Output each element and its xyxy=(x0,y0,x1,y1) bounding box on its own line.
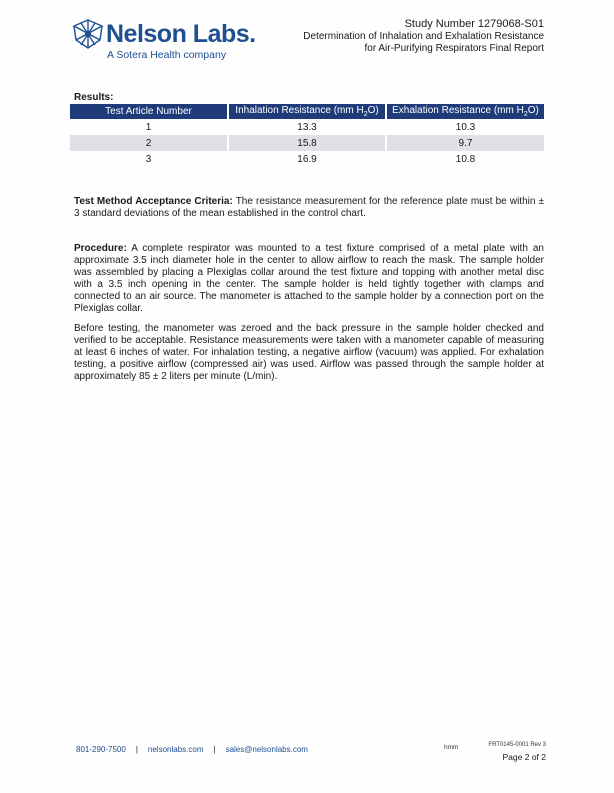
table-row xyxy=(70,119,544,135)
results-heading: Results: xyxy=(74,92,114,103)
header-test-article-number: Test Article Number xyxy=(70,104,228,119)
acceptance-criteria-heading: Test Method Acceptance Criteria: xyxy=(74,196,233,207)
cell-exhalation: 10.3 xyxy=(386,119,544,135)
results-header-row xyxy=(70,104,544,119)
footer-form-number: FRT0145-0001 Rev 3 xyxy=(488,742,546,748)
logo-name: Nelson Labs. xyxy=(106,20,256,48)
report-title-line2: for Air-Purifying Respirators Final Report xyxy=(364,43,544,54)
logo-tagline: A Sotera Health company xyxy=(107,49,227,61)
cell-article: 2 xyxy=(70,135,228,151)
footer-separator: | xyxy=(135,745,138,754)
table-row xyxy=(70,151,544,167)
footer-phone: 801-290-7500 xyxy=(76,745,126,754)
cell-inhalation: 13.3 xyxy=(228,119,386,135)
nelson-labs-logo-icon xyxy=(70,16,106,52)
acceptance-criteria-paragraph xyxy=(74,196,544,220)
acceptance-criteria-text: The resistance measurement for the reference plate must be within ± 3 standard deviations of the mean established in the control chart. xyxy=(74,196,544,219)
cell-inhalation: 16.9 xyxy=(228,151,386,167)
study-number: Study Number 1279068-S01 xyxy=(404,18,544,30)
cell-article: 3 xyxy=(145,153,152,165)
results-table xyxy=(70,104,544,167)
footer-page-number: Page 2 of 2 xyxy=(502,752,546,762)
procedure-paragraph xyxy=(74,243,544,315)
procedure-heading: Procedure: xyxy=(74,243,127,254)
cell-inhalation: 15.8 xyxy=(228,135,386,151)
cell-article: 1 xyxy=(145,121,152,133)
study-header xyxy=(303,18,544,56)
header-exhalation-resistance: Exhalation Resistance (mm $H_2O$) xyxy=(386,104,544,119)
header-inhalation-resistance: Inhalation Resistance (mm $H_2O$) xyxy=(228,104,386,119)
footer-email-link[interactable]: sales@nelsonlabs.com xyxy=(225,745,308,754)
footer-initials: hmm xyxy=(444,744,459,751)
testing-paragraph: Before testing, the manometer was zeroed and the back pressure in the sample holder checked and verified to be acceptable. Resistance measurements were taken with a manometer capable of measuring at least 6 inches of water. For inhalation testing, a negative airflow (vacuum) was applied. For exhalation testing, a positive airflow (compressed air) was used. Airflow was passed through the sample holder at approximately 85 ± 2 liters per minute (L/min). xyxy=(74,323,544,382)
footer-website-link[interactable]: nelsonlabs.com xyxy=(147,745,204,754)
table-row xyxy=(70,135,544,151)
footer-contact xyxy=(76,745,308,754)
footer-separator: | xyxy=(213,745,216,754)
cell-exhalation: 9.7 xyxy=(386,135,544,151)
procedure-text: A complete respirator was mounted to a test fixture comprised of a metal plate with an approximate 3.5 inch diameter hole in the center to allow airflow to reach the mask. The sample holder was assembled by placing a Plexiglas collar around the test fixture and topping with another metal disc with a 3.5 inch opening in the center. The sample holder is held tightly together with clamps and connected to an air source. The manometer is attached to the sample holder by a connection port on the Plexiglas collar. xyxy=(74,243,544,314)
cell-exhalation: 10.8 xyxy=(386,151,544,167)
nelson-labs-logo xyxy=(70,16,256,62)
report-title-line1: Determination of Inhalation and Exhalation Resistance xyxy=(303,30,544,42)
